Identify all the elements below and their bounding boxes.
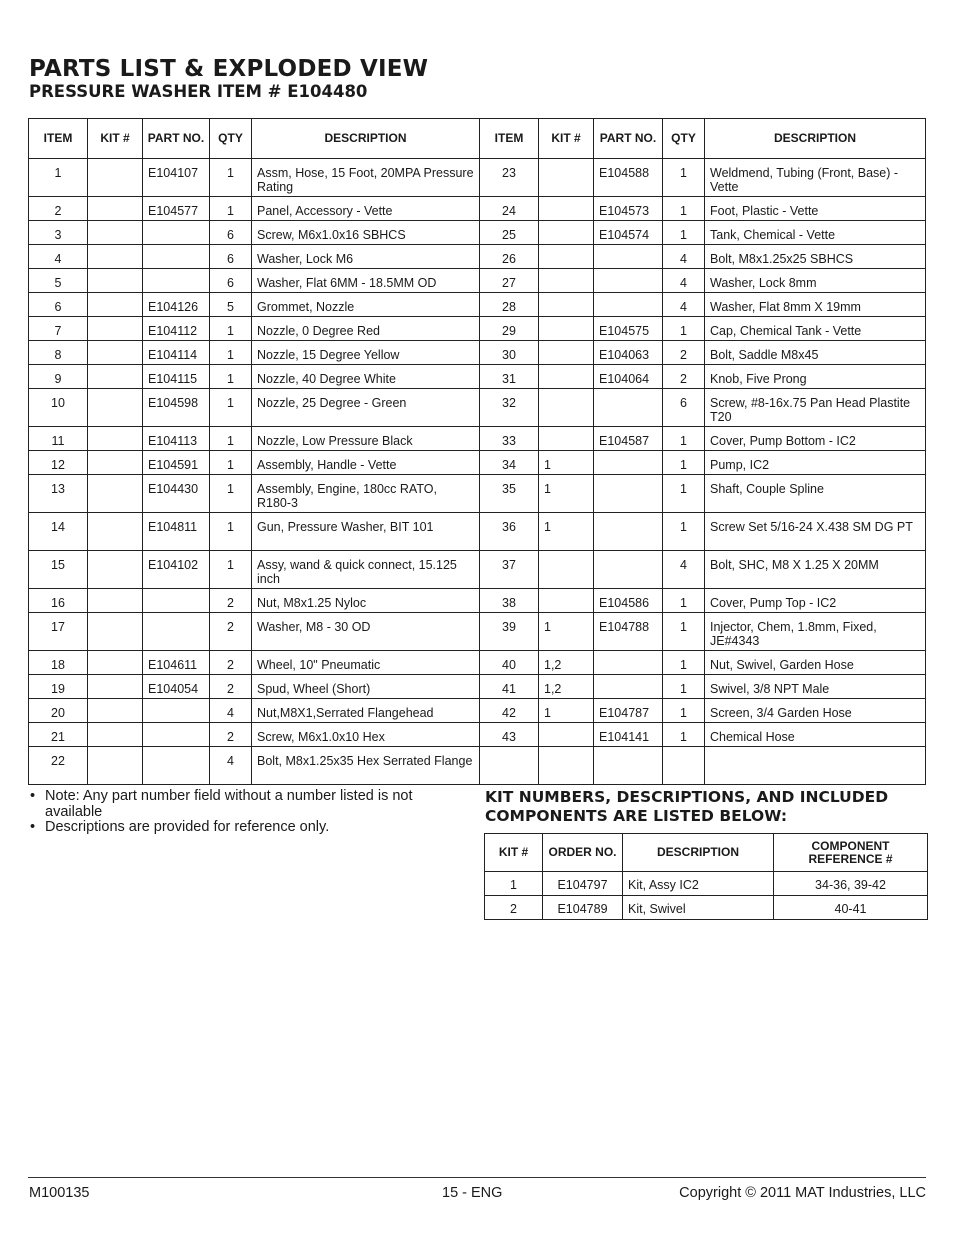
cell-kit [88,613,143,651]
cell-kit [539,159,594,197]
cell-description: Swivel, 3/8 NPT Male [705,675,926,699]
table-row [29,613,926,651]
col-header-order-no: ORDER NO. [543,834,623,872]
cell-part-no: E104430 [143,475,210,513]
table-row [29,451,926,475]
cell-qty: 2 [210,613,252,651]
cell-qty: 6 [210,221,252,245]
cell-kit [88,675,143,699]
cell-item: 26 [480,245,539,269]
cell-description: Gun, Pressure Washer, BIT 101 [252,513,480,551]
cell-item [480,747,539,785]
footer-copyright: Copyright © 2011 MAT Industries, LLC [679,1185,926,1201]
cell-qty: 2 [210,675,252,699]
cell-qty: 1 [663,451,705,475]
cell-kit [88,197,143,221]
cell-part-no [594,389,663,427]
col-header-item: ITEM [29,119,88,159]
cell-item: 4 [29,245,88,269]
kit-number: 2 [485,896,543,920]
cell-part-no: E104587 [594,427,663,451]
table-row [29,341,926,365]
cell-qty: 1 [663,513,705,551]
cell-qty: 6 [210,269,252,293]
cell-item: 38 [480,589,539,613]
table-row [29,245,926,269]
cell-item: 40 [480,651,539,675]
cell-item: 27 [480,269,539,293]
kit-description: Kit, Swivel [623,896,774,920]
table-row [29,699,926,723]
cell-kit [88,513,143,551]
cell-part-no: E104588 [594,159,663,197]
col-header-item: ITEM [480,119,539,159]
cell-part-no: E104064 [594,365,663,389]
cell-kit: 1 [539,475,594,513]
cell-qty: 4 [663,245,705,269]
cell-qty: 4 [663,551,705,589]
kit-table [484,833,928,920]
col-header-description: DESCRIPTION [252,119,480,159]
cell-part-no [143,221,210,245]
cell-item: 33 [480,427,539,451]
bullet-icon: • [30,819,36,835]
note-text: Descriptions are provided for reference only. [45,819,330,835]
cell-kit [539,197,594,221]
cell-part-no [594,651,663,675]
cell-qty: 1 [210,159,252,197]
cell-qty: 4 [663,293,705,317]
cell-qty: 1 [210,475,252,513]
cell-item: 41 [480,675,539,699]
cell-description: Assembly, Engine, 180cc RATO, R180-3 [252,475,480,513]
cell-part-no [143,723,210,747]
cell-description: Foot, Plastic - Vette [705,197,926,221]
cell-part-no: E104112 [143,317,210,341]
kit-order-no: E104797 [543,872,623,896]
cell-description: Bolt, M8x1.25x25 SBHCS [705,245,926,269]
cell-qty: 1 [210,341,252,365]
cell-qty: 1 [663,159,705,197]
col-header-kit: KIT # [539,119,594,159]
cell-part-no [594,475,663,513]
parts-table-header [29,119,926,159]
cell-part-no [143,269,210,293]
cell-item: 25 [480,221,539,245]
cell-description: Chemical Hose [705,723,926,747]
table-row [29,317,926,341]
cell-description: Nut, M8x1.25 Nyloc [252,589,480,613]
kit-component-ref: 40-41 [774,896,928,920]
cell-qty: 1 [663,613,705,651]
cell-description: Screw Set 5/16-24 X.438 SM DG PT [705,513,926,551]
cell-part-no [594,269,663,293]
kit-row [485,872,928,896]
cell-description: Nozzle, 15 Degree Yellow [252,341,480,365]
kit-component-ref: 34-36, 39-42 [774,872,928,896]
kit-row [485,896,928,920]
cell-item: 42 [480,699,539,723]
col-header-part-no: PART NO. [594,119,663,159]
cell-kit [539,293,594,317]
cell-item: 23 [480,159,539,197]
table-row [29,269,926,293]
cell-item: 13 [29,475,88,513]
cell-item: 20 [29,699,88,723]
cell-item: 17 [29,613,88,651]
col-header-description: DESCRIPTION [623,834,774,872]
cell-item: 29 [480,317,539,341]
kit-section-heading: KIT NUMBERS, DESCRIPTIONS, AND INCLUDED COMPONENTS ARE LISTED BELOW: [485,788,889,825]
cell-kit [539,365,594,389]
cell-part-no [143,245,210,269]
kit-table-header [485,834,928,872]
cell-qty: 4 [663,269,705,293]
cell-qty: 1 [663,317,705,341]
table-row [29,365,926,389]
cell-kit [88,651,143,675]
cell-description: Screw, M6x1.0x16 SBHCS [252,221,480,245]
cell-description: Nut,M8X1,Serrated Flangehead [252,699,480,723]
cell-part-no [594,513,663,551]
cell-part-no: E104107 [143,159,210,197]
col-header-description: DESCRIPTION [705,119,926,159]
cell-qty: 6 [210,245,252,269]
cell-kit [539,427,594,451]
cell-part-no [594,245,663,269]
cell-description: Assy, wand & quick connect, 15.125 inch [252,551,480,589]
cell-kit [88,551,143,589]
cell-qty [663,747,705,785]
cell-description: Assm, Hose, 15 Foot, 20MPA Pressure Rating [252,159,480,197]
notes-list [30,789,470,836]
cell-kit [88,341,143,365]
cell-kit: 1,2 [539,675,594,699]
cell-part-no: E104574 [594,221,663,245]
table-row [29,475,926,513]
table-row [29,551,926,589]
cell-kit: 1,2 [539,651,594,675]
cell-description: Nozzle, 0 Degree Red [252,317,480,341]
cell-kit [88,589,143,613]
cell-description: Pump, IC2 [705,451,926,475]
cell-kit [539,245,594,269]
cell-qty: 1 [663,197,705,221]
col-header-kit: KIT # [485,834,543,872]
cell-qty: 2 [210,651,252,675]
cell-kit [539,341,594,365]
cell-qty: 1 [210,365,252,389]
cell-kit [88,159,143,197]
cell-part-no [594,451,663,475]
cell-description: Washer, Lock 8mm [705,269,926,293]
cell-description: Nut, Swivel, Garden Hose [705,651,926,675]
cell-kit [88,699,143,723]
cell-description: Tank, Chemical - Vette [705,221,926,245]
cell-item: 37 [480,551,539,589]
table-row [29,293,926,317]
cell-item: 22 [29,747,88,785]
cell-qty: 1 [210,389,252,427]
cell-kit [539,317,594,341]
cell-description: Nozzle, 40 Degree White [252,365,480,389]
cell-description: Bolt, Saddle M8x45 [705,341,926,365]
cell-kit [539,589,594,613]
cell-part-no [143,699,210,723]
table-row [29,723,926,747]
cell-part-no: E104141 [594,723,663,747]
cell-item: 36 [480,513,539,551]
cell-kit [539,747,594,785]
cell-item: 3 [29,221,88,245]
cell-qty: 1 [663,675,705,699]
cell-description: Screw, M6x1.0x10 Hex [252,723,480,747]
note-text: Note: Any part number field without a number listed is not available [45,788,413,820]
cell-kit [539,551,594,589]
cell-item: 15 [29,551,88,589]
cell-item: 6 [29,293,88,317]
cell-qty: 1 [210,513,252,551]
cell-qty: 4 [210,747,252,785]
table-row [29,651,926,675]
cell-item: 1 [29,159,88,197]
cell-item: 34 [480,451,539,475]
cell-part-no: E104063 [594,341,663,365]
cell-kit: 1 [539,613,594,651]
cell-description: Washer, Lock M6 [252,245,480,269]
cell-description: Assembly, Handle - Vette [252,451,480,475]
cell-kit [88,317,143,341]
table-row [29,513,926,551]
cell-description: Spud, Wheel (Short) [252,675,480,699]
cell-qty: 1 [210,551,252,589]
table-row [29,221,926,245]
cell-part-no: E104115 [143,365,210,389]
cell-description: Cover, Pump Bottom - IC2 [705,427,926,451]
footer-doc-number: M100135 [29,1185,90,1201]
cell-description: Cap, Chemical Tank - Vette [705,317,926,341]
cell-item: 11 [29,427,88,451]
cell-part-no [594,747,663,785]
cell-qty: 1 [663,651,705,675]
cell-kit [539,221,594,245]
cell-item: 39 [480,613,539,651]
cell-kit [539,389,594,427]
cell-qty: 4 [210,699,252,723]
footer-divider [28,1177,926,1178]
cell-kit [88,451,143,475]
cell-description: Washer, Flat 6MM - 18.5MM OD [252,269,480,293]
cell-item: 2 [29,197,88,221]
table-row [29,159,926,197]
cell-part-no: E104102 [143,551,210,589]
cell-qty: 5 [210,293,252,317]
cell-description [705,747,926,785]
cell-kit [88,747,143,785]
cell-kit [88,723,143,747]
cell-kit [88,365,143,389]
footer-page-number: 15 - ENG [442,1185,503,1201]
table-row [29,197,926,221]
cell-description: Grommet, Nozzle [252,293,480,317]
cell-qty: 2 [210,589,252,613]
cell-part-no: E104787 [594,699,663,723]
table-row [29,589,926,613]
cell-kit [88,427,143,451]
cell-description: Washer, Flat 8mm X 19mm [705,293,926,317]
parts-table-body [29,159,926,785]
cell-qty: 1 [663,699,705,723]
page-title: PARTS LIST & EXPLODED VIEW [29,56,429,82]
cell-kit [539,723,594,747]
cell-kit [88,475,143,513]
cell-qty: 2 [663,365,705,389]
cell-item: 30 [480,341,539,365]
cell-part-no: E104586 [594,589,663,613]
cell-item: 28 [480,293,539,317]
cell-qty: 1 [210,317,252,341]
cell-qty: 1 [210,427,252,451]
cell-item: 35 [480,475,539,513]
cell-item: 24 [480,197,539,221]
cell-item: 31 [480,365,539,389]
cell-part-no: E104054 [143,675,210,699]
cell-description: Bolt, SHC, M8 X 1.25 X 20MM [705,551,926,589]
cell-description: Wheel, 10" Pneumatic [252,651,480,675]
cell-item: 43 [480,723,539,747]
cell-qty: 2 [210,723,252,747]
cell-kit: 1 [539,699,594,723]
cell-part-no: E104573 [594,197,663,221]
cell-part-no: E104811 [143,513,210,551]
cell-item: 5 [29,269,88,293]
cell-part-no: E104598 [143,389,210,427]
cell-qty: 6 [663,389,705,427]
cell-part-no: E104114 [143,341,210,365]
table-row [29,427,926,451]
cell-qty: 1 [210,197,252,221]
cell-description: Weldmend, Tubing (Front, Base) - Vette [705,159,926,197]
cell-item: 7 [29,317,88,341]
cell-item: 32 [480,389,539,427]
cell-kit: 1 [539,451,594,475]
cell-description: Washer, M8 - 30 OD [252,613,480,651]
col-header-part-no: PART NO. [143,119,210,159]
cell-item: 18 [29,651,88,675]
cell-kit [88,269,143,293]
cell-description: Shaft, Couple Spline [705,475,926,513]
cell-description: Bolt, M8x1.25x35 Hex Serrated Flange [252,747,480,785]
kit-number: 1 [485,872,543,896]
cell-description: Nozzle, Low Pressure Black [252,427,480,451]
cell-description: Screw, #8-16x.75 Pan Head Plastite T20 [705,389,926,427]
cell-qty: 1 [663,475,705,513]
kit-order-no: E104789 [543,896,623,920]
cell-kit [88,221,143,245]
cell-item: 12 [29,451,88,475]
col-header-qty: QTY [663,119,705,159]
cell-kit [88,389,143,427]
cell-part-no: E104591 [143,451,210,475]
cell-qty: 1 [663,427,705,451]
cell-part-no [143,589,210,613]
cell-qty: 1 [663,221,705,245]
col-header-qty: QTY [210,119,252,159]
cell-part-no: E104113 [143,427,210,451]
cell-qty: 1 [663,723,705,747]
table-row [29,747,926,785]
bullet-icon: • [30,788,36,804]
table-row [29,675,926,699]
cell-kit: 1 [539,513,594,551]
cell-part-no [594,293,663,317]
cell-item: 9 [29,365,88,389]
cell-description: Panel, Accessory - Vette [252,197,480,221]
col-header-kit: KIT # [88,119,143,159]
page-subtitle: PRESSURE WASHER ITEM # E104480 [29,82,368,101]
parts-table [28,118,926,785]
cell-kit [539,269,594,293]
col-header-component-ref: COMPONENT REFERENCE # [774,834,928,872]
note-item [30,820,470,836]
cell-qty: 1 [663,589,705,613]
cell-item: 14 [29,513,88,551]
cell-part-no [594,551,663,589]
cell-item: 10 [29,389,88,427]
cell-description: Injector, Chem, 1.8mm, Fixed, JE#4343 [705,613,926,651]
cell-description: Knob, Five Prong [705,365,926,389]
cell-item: 16 [29,589,88,613]
cell-part-no [143,747,210,785]
cell-part-no: E104577 [143,197,210,221]
cell-description: Screen, 3/4 Garden Hose [705,699,926,723]
cell-item: 8 [29,341,88,365]
table-row [29,389,926,427]
cell-part-no: E104575 [594,317,663,341]
note-item [30,789,470,820]
cell-part-no: E104611 [143,651,210,675]
cell-kit [88,245,143,269]
cell-kit [88,293,143,317]
cell-description: Nozzle, 25 Degree - Green [252,389,480,427]
cell-item: 19 [29,675,88,699]
cell-item: 21 [29,723,88,747]
kit-description: Kit, Assy IC2 [623,872,774,896]
cell-qty: 2 [663,341,705,365]
cell-part-no [594,675,663,699]
cell-part-no: E104788 [594,613,663,651]
cell-qty: 1 [210,451,252,475]
cell-part-no [143,613,210,651]
cell-part-no: E104126 [143,293,210,317]
cell-description: Cover, Pump Top - IC2 [705,589,926,613]
